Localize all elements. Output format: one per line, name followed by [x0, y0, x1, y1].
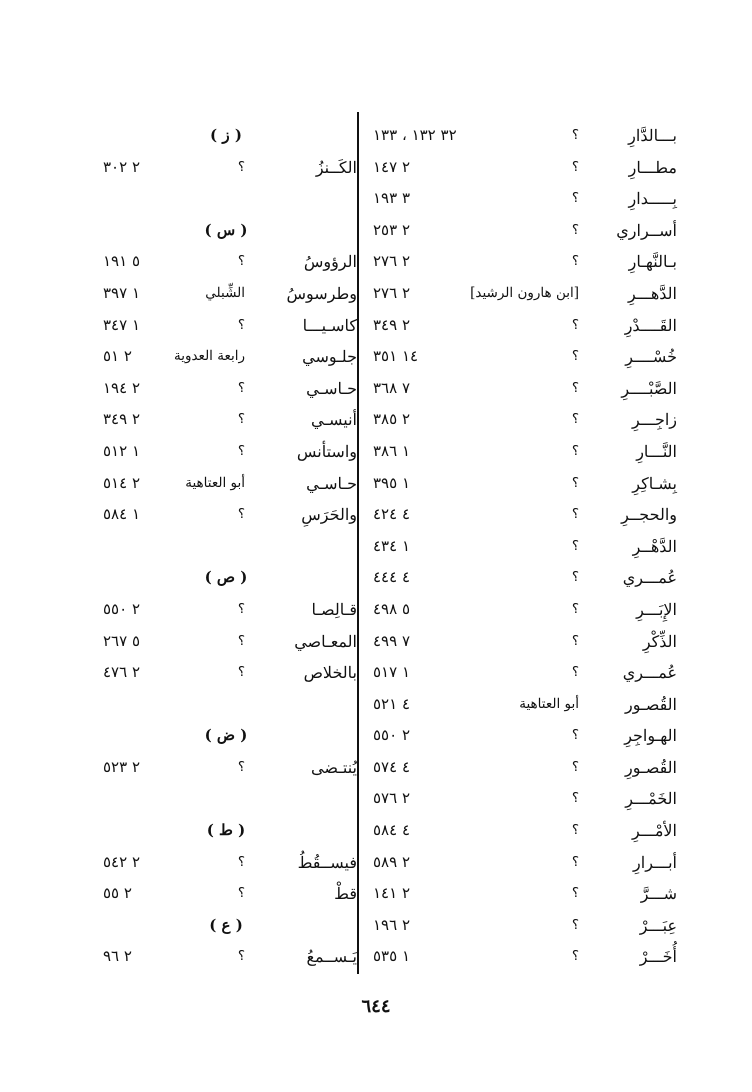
rhyme-word: يَـســمعُ [306, 947, 357, 967]
index-entry [365, 215, 677, 247]
column-divider [357, 112, 359, 974]
letter-section-heading [95, 815, 357, 847]
page-refs: ٣ ١٩٣ [373, 189, 411, 208]
poet-name: ؟ [237, 316, 245, 333]
index-entry [365, 468, 677, 500]
rhyme-word: الصَّبْــــرِ [621, 378, 677, 398]
rhyme-word: مطـــارِ [628, 157, 677, 177]
poet-name: ؟ [571, 948, 579, 965]
rhyme-word: بـــالدَّارِ [628, 126, 677, 145]
rhyme-word: الهـواجِرِ [624, 726, 677, 746]
poet-name: ؟ [571, 379, 579, 396]
poet-name: ؟ [571, 316, 579, 333]
poet-name: [ابن هارون الرشيد] [470, 284, 579, 301]
poet-name: أبو العتاهية [185, 474, 245, 491]
index-entry [95, 878, 357, 910]
page-refs: ١ ٥٣٥ [373, 947, 411, 966]
poet-name: ؟ [237, 758, 245, 775]
page-refs: ١ ٥١٧ [373, 663, 411, 682]
spacer-row [95, 183, 357, 215]
section-letter: ( ز ) [210, 126, 242, 144]
index-entry [365, 815, 677, 847]
poet-name: ؟ [237, 853, 245, 870]
index-column-left [95, 120, 357, 973]
page-refs: ٢ ٥٥ [103, 884, 132, 903]
rhyme-word: بِـــــدارِ [628, 189, 677, 209]
index-entry [95, 941, 357, 973]
page-refs: ٤ ٤٢٤ [373, 505, 411, 524]
page-refs: ٥ ١٩١ [103, 252, 141, 271]
poet-name: ؟ [571, 537, 579, 554]
rhyme-word: أنيسـي [310, 410, 357, 430]
page-refs: ١ ٥٨٤ [103, 505, 141, 524]
poet-name: رابعة العدوية [173, 348, 245, 365]
page-refs: ٢ ٥٥٠ [103, 599, 141, 618]
poet-name: ؟ [571, 221, 579, 238]
page-refs: ٢ ١٤٧ [373, 157, 411, 176]
rhyme-word: أســراري [616, 220, 677, 240]
poet-name: ؟ [571, 790, 579, 807]
rhyme-word: النَّـــارِ [636, 441, 677, 461]
page-refs: ٥ ٢٦٧ [103, 631, 141, 650]
spacer-row [95, 783, 357, 815]
poet-name: ؟ [237, 948, 245, 965]
index-entry [95, 246, 357, 278]
rhyme-word: الرؤوسُ [303, 252, 357, 272]
index-entry [365, 310, 677, 342]
page-refs: ٢ ٣٠٢ [103, 157, 141, 176]
rhyme-word: عُمـــري [622, 568, 677, 588]
page-refs: ١٤ ٣٥١ [373, 347, 419, 366]
page-refs: ٢ ٤٧٦ [103, 663, 141, 682]
rhyme-word: القَــــدْرِ [624, 315, 677, 335]
poet-name: ؟ [571, 253, 579, 270]
page-refs: ٢ ٢٥٣ [373, 220, 411, 239]
spacer-row [95, 689, 357, 721]
page-refs: ٧ ٣٦٨ [373, 378, 411, 397]
rhyme-word: واستأنس [296, 441, 357, 461]
index-entry [95, 152, 357, 184]
page-refs: ٢ ٩٦ [103, 947, 132, 966]
section-letter: ( ض ) [204, 726, 248, 745]
index-entry [95, 373, 357, 405]
poet-name: ؟ [237, 506, 245, 523]
rhyme-word: الخَمْـــرِ [625, 789, 677, 809]
rhyme-word: يُنتـضى [310, 757, 357, 777]
rhyme-word: الدَّهْــرِ [632, 536, 677, 556]
poet-name: ؟ [237, 600, 245, 617]
poet-name: ؟ [571, 442, 579, 459]
rhyme-word: الكَــنزُ [315, 157, 357, 177]
page-refs: ٢ ٣٨٥ [373, 410, 411, 429]
poet-name: ؟ [237, 442, 245, 459]
poet-name: ؟ [571, 853, 579, 870]
rhyme-word: القُصـور [625, 694, 677, 714]
poet-name: ؟ [571, 600, 579, 617]
index-entry [365, 752, 677, 784]
index-entry [365, 183, 677, 215]
page-refs: ٢ ٥٧٦ [373, 789, 411, 808]
page-refs: ٢ ٢٧٦ [373, 252, 411, 271]
index-entry [95, 847, 357, 879]
page-refs: ٥ ٤٩٨ [373, 599, 411, 618]
rhyme-word: بِشـاكِرِ [632, 473, 677, 493]
section-letter: ( ص ) [204, 568, 248, 587]
index-entry [365, 246, 677, 278]
rhyme-word: الدَّهـــرِ [627, 283, 677, 303]
section-letter: ( ط ) [206, 821, 246, 840]
page-refs: ٢ ٥٥٠ [373, 726, 411, 745]
index-entry [365, 626, 677, 658]
poet-name: ؟ [237, 411, 245, 428]
poet-name: ؟ [571, 822, 579, 839]
rhyme-word: عِبَـــرْ [639, 915, 677, 935]
page-refs: ١ ٣٤٧ [103, 315, 141, 334]
page-refs: ٤ ٥٨٤ [373, 821, 411, 840]
rhyme-word: الأمْـــرِ [631, 821, 677, 841]
spacer-row [95, 531, 357, 563]
page-refs: ٤ ٥٧٤ [373, 757, 411, 776]
rhyme-word: المعـاصي [294, 631, 357, 651]
index-entry [365, 499, 677, 531]
page-refs: ٢ ١٩٦ [373, 915, 411, 934]
rhyme-word: الإِبَـــرِ [636, 599, 677, 619]
page-refs: ٢ ١٤١ [373, 884, 411, 903]
rhyme-word: شـــرَّ [640, 884, 677, 904]
rhyme-word: خُسْــــرِ [625, 347, 677, 367]
index-entry [95, 404, 357, 436]
poet-name: ؟ [571, 348, 579, 365]
poet-name: ؟ [237, 664, 245, 681]
index-entry [365, 878, 677, 910]
poet-name: ؟ [571, 885, 579, 902]
index-entry [365, 120, 677, 152]
page-refs: ١ ٣٩٥ [373, 473, 411, 492]
poet-name: ؟ [571, 664, 579, 681]
index-entry [95, 657, 357, 689]
rhyme-word: الذِّكْرِ [642, 631, 677, 651]
page-refs: ٤ ٤٤٤ [373, 568, 411, 587]
index-entry [365, 910, 677, 942]
index-entry [365, 720, 677, 752]
poet-name: ؟ [237, 379, 245, 396]
poet-name: ؟ [237, 158, 245, 175]
rhyme-word: فيســقُطُ [297, 852, 357, 872]
page-refs: ٢ ٥١ [103, 347, 132, 366]
poet-name: ؟ [571, 916, 579, 933]
index-entry [95, 499, 357, 531]
page-refs: ١ ٣٨٦ [373, 441, 411, 460]
index-entry [95, 594, 357, 626]
poet-name: ؟ [571, 158, 579, 175]
poet-name: ؟ [571, 127, 579, 143]
index-entry [365, 278, 677, 310]
poet-name: الشِّبلي [205, 284, 245, 301]
rhyme-word: والحجــرِ [621, 505, 677, 525]
rhyme-word: كاسـيـــا [302, 315, 357, 335]
page-refs: ١ ٣٩٧ [103, 283, 141, 302]
poet-name: ؟ [571, 411, 579, 428]
page-refs: ٢ ١٩٤ [103, 378, 141, 397]
rhyme-word: بـالنَّهـارِ [628, 252, 677, 272]
index-entry [365, 941, 677, 973]
index-entry [365, 562, 677, 594]
letter-section-heading [95, 910, 357, 942]
letter-section-heading [95, 120, 357, 152]
index-entry [365, 657, 677, 689]
page-refs: ١ ٥١٢ [103, 441, 141, 460]
poet-name: ؟ [571, 190, 579, 207]
index-entry [365, 152, 677, 184]
letter-section-heading [95, 215, 357, 247]
poet-name: ؟ [237, 632, 245, 649]
index-entry [95, 341, 357, 373]
rhyme-word: جلـوسي [302, 347, 357, 367]
index-entry [365, 404, 677, 436]
rhyme-word: أُخَـــرْ [639, 947, 677, 967]
poet-name: ؟ [571, 506, 579, 523]
index-entry [365, 436, 677, 468]
index-entry [365, 373, 677, 405]
section-letter: ( ع ) [209, 915, 243, 934]
index-entry [365, 847, 677, 879]
index-entry [365, 341, 677, 373]
page-refs: ٢ ٣٤٩ [373, 315, 411, 334]
index-entry [365, 594, 677, 626]
page-refs: ٢ ٥١٤ [103, 473, 141, 492]
index-column-right [365, 120, 677, 973]
rhyme-word: قـالِصـا [311, 599, 357, 619]
page-refs: ٧ ٤٩٩ [373, 631, 411, 650]
index-entry [95, 310, 357, 342]
page-refs: ٢ ٢٧٦ [373, 283, 411, 302]
section-letter: ( س ) [204, 220, 248, 239]
letter-section-heading [95, 562, 357, 594]
index-entry [365, 689, 677, 721]
rhyme-word: حـاسـي [306, 378, 357, 398]
poet-name: ؟ [571, 474, 579, 491]
index-entry [95, 468, 357, 500]
index-entry [365, 531, 677, 563]
rhyme-word: عُمـــري [622, 663, 677, 683]
poet-name: ؟ [237, 885, 245, 902]
index-entry [95, 626, 357, 658]
letter-section-heading [95, 720, 357, 752]
poet-name: أبو العتاهية [519, 695, 579, 712]
rhyme-word: قطْ [334, 884, 357, 904]
poet-name: ؟ [571, 727, 579, 744]
rhyme-word: وطرسوسُ [286, 283, 357, 303]
rhyme-word: أبـــرارِ [633, 852, 677, 872]
page-refs: ٤ ٥٢١ [373, 694, 411, 713]
rhyme-word: القُصـورِ [625, 757, 677, 777]
index-entry [95, 278, 357, 310]
rhyme-word: زاجِـــرِ [632, 410, 677, 430]
page-refs: ٢ ٥٤٢ [103, 852, 141, 871]
index-entry [365, 783, 677, 815]
poet-name: ؟ [571, 632, 579, 649]
page-refs: ١ ٤٣٤ [373, 536, 411, 555]
poet-name: ؟ [237, 253, 245, 270]
page-refs: ٣٢ ١٣٢ ، ١٣٣ [373, 126, 457, 144]
page-number: ٦٤٤ [361, 996, 391, 1017]
poet-name: ؟ [571, 758, 579, 775]
rhyme-word: بالخلاص [303, 663, 357, 683]
page-refs: ٢ ٣٤٩ [103, 410, 141, 429]
page-refs: ٢ ٥٢٣ [103, 757, 141, 776]
index-entry [95, 752, 357, 784]
index-entry [95, 436, 357, 468]
rhyme-word: حـاسـي [306, 473, 357, 493]
rhyme-word: والحَرَسِ [301, 505, 357, 525]
page-refs: ٢ ٥٨٩ [373, 852, 411, 871]
poet-name: ؟ [571, 569, 579, 586]
